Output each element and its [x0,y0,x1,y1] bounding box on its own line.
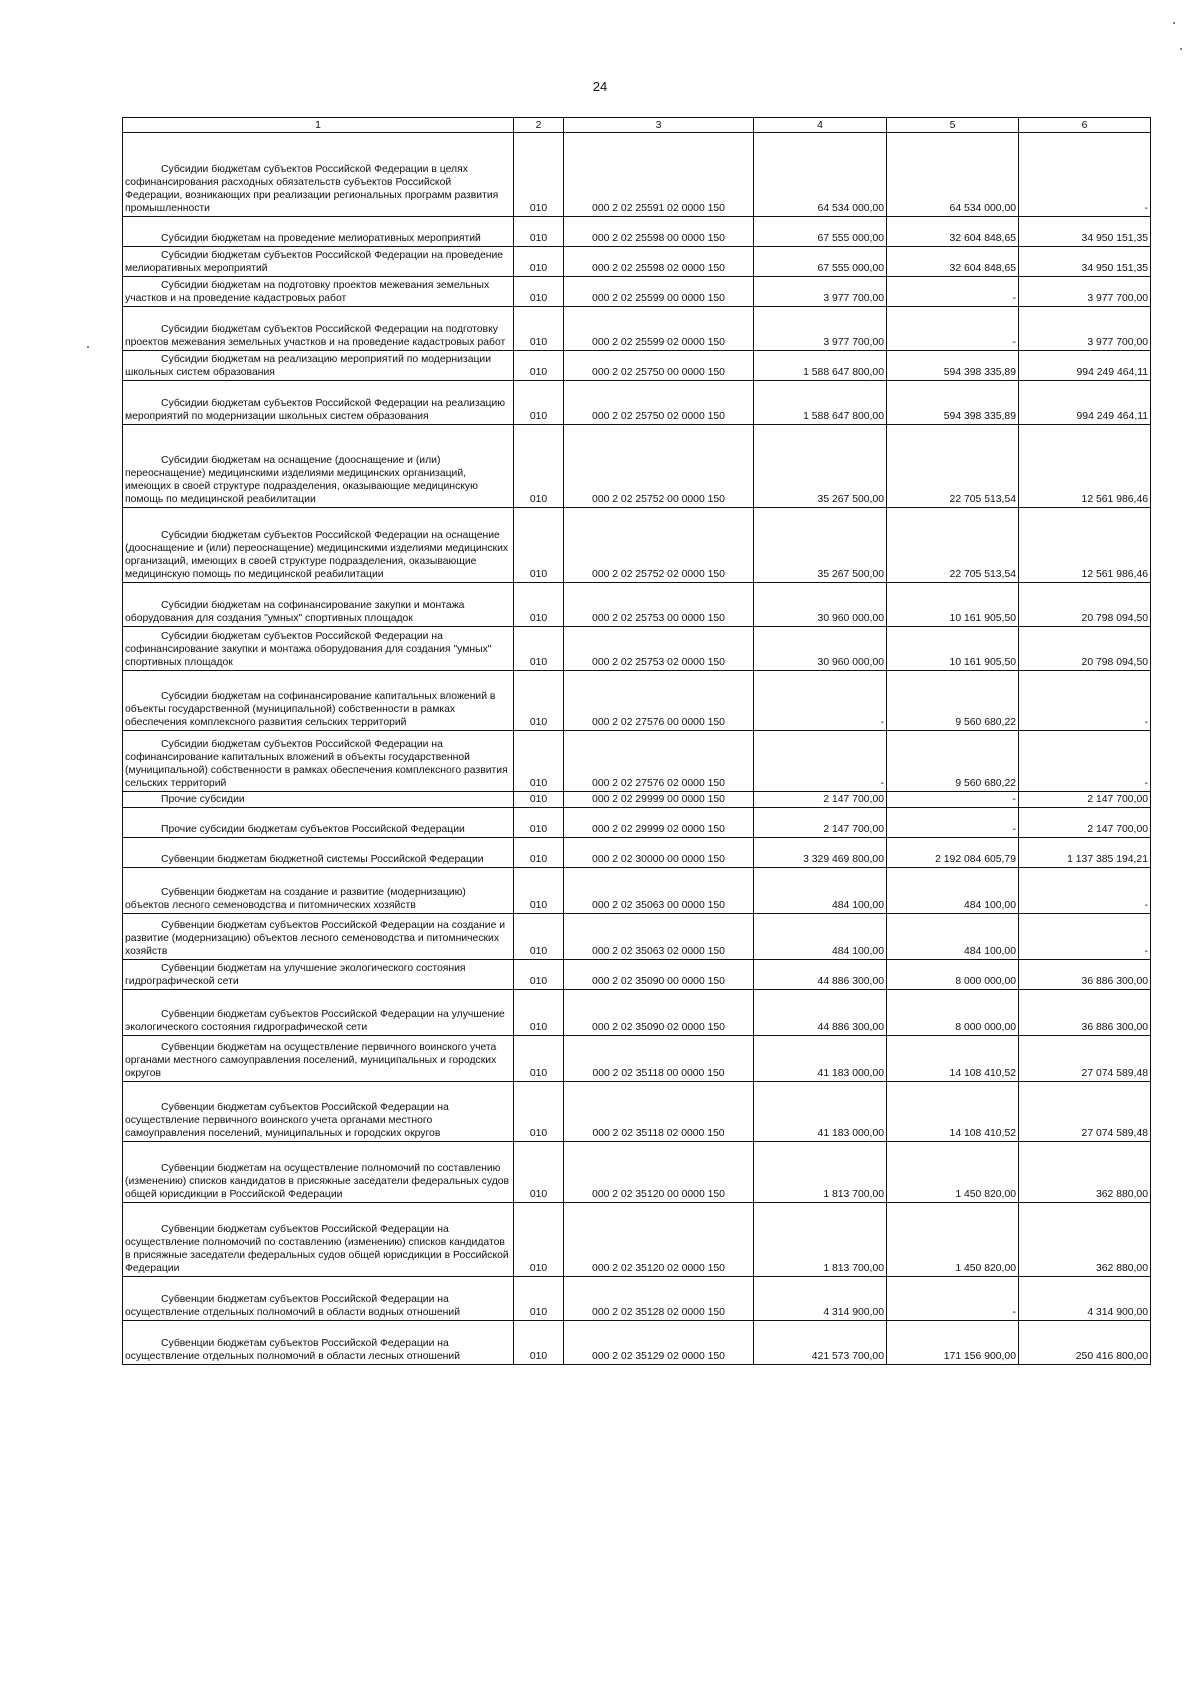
row-code: 010 [514,627,564,671]
row-name-text: Субсидии бюджетам на подготовку проектов межевания земельных участков и на проведение кадастровых работ [125,280,490,304]
row-code: 010 [514,1082,564,1142]
row-remaining-amount: 12 561 986,46 [1019,508,1151,583]
row-kbk: 000 2 02 35120 00 0000 150 [564,1142,754,1203]
row-kbk: 000 2 02 35118 02 0000 150 [564,1082,754,1142]
row-kbk: 000 2 02 25598 00 0000 150 [564,217,754,247]
row-remaining-amount: 27 074 589,48 [1019,1082,1151,1142]
row-remaining-amount: 4 314 900,00 [1019,1277,1151,1321]
row-remaining-amount: - [1019,731,1151,792]
row-executed-amount: 594 398 335,89 [887,351,1019,381]
column-header-2: 2 [514,118,564,133]
row-name [123,583,514,627]
row-executed-amount: 8 000 000,00 [887,960,1019,990]
row-name-text: Прочие субсидии [161,794,245,805]
row-code: 010 [514,425,564,508]
row-code: 010 [514,1142,564,1203]
row-name [123,425,514,508]
row-executed-amount: - [887,808,1019,838]
row-kbk: 000 2 02 27576 02 0000 150 [564,731,754,792]
row-code: 010 [514,868,564,914]
row-plan-amount: 44 886 300,00 [754,960,887,990]
row-code: 010 [514,381,564,425]
row-name-text: Субсидии бюджетам на реализацию мероприятий по модернизации школьных систем образования [125,354,492,378]
row-executed-amount: 1 450 820,00 [887,1203,1019,1277]
row-executed-amount: - [887,307,1019,351]
row-kbk: 000 2 02 35090 00 0000 150 [564,960,754,990]
row-name [123,1142,514,1203]
row-code: 010 [514,508,564,583]
row-plan-amount: - [754,671,887,731]
row-name-text: Субвенции бюджетам на осуществление первичного воинского учета органами местного самоуправления поселений, муниципальных и городских округов [125,1042,497,1079]
row-name-text: Субсидии бюджетам субъектов Российской Федерации в целях софинансирования расходных обязательств субъектов Российской Федерации, возникающих при реализации региональных программ развития промышленности [125,164,499,214]
column-header-3: 3 [564,118,754,133]
table-row [123,1036,1151,1082]
row-kbk: 000 2 02 29999 00 0000 150 [564,792,754,808]
row-plan-amount: 3 977 700,00 [754,307,887,351]
row-remaining-amount: 250 416 800,00 [1019,1321,1151,1365]
row-executed-amount: 484 100,00 [887,914,1019,960]
row-plan-amount: 44 886 300,00 [754,990,887,1036]
row-executed-amount: - [887,277,1019,307]
row-name [123,351,514,381]
row-executed-amount: 14 108 410,52 [887,1082,1019,1142]
row-executed-amount: 2 192 084 605,79 [887,838,1019,868]
row-remaining-amount: 3 977 700,00 [1019,277,1151,307]
row-code: 010 [514,990,564,1036]
table-row [123,731,1151,792]
row-executed-amount: 171 156 900,00 [887,1321,1019,1365]
row-kbk: 000 2 02 35129 02 0000 150 [564,1321,754,1365]
row-remaining-amount: 2 147 700,00 [1019,792,1151,808]
row-name [123,1321,514,1365]
page-number: 24 [592,79,608,94]
row-code: 010 [514,1277,564,1321]
row-plan-amount: 30 960 000,00 [754,583,887,627]
row-plan-amount: 64 534 000,00 [754,133,887,217]
row-code: 010 [514,277,564,307]
row-code: 010 [514,217,564,247]
row-kbk: 000 2 02 25753 02 0000 150 [564,627,754,671]
row-name [123,731,514,792]
row-kbk: 000 2 02 25750 00 0000 150 [564,351,754,381]
row-plan-amount: 1 813 700,00 [754,1203,887,1277]
row-kbk: 000 2 02 25599 00 0000 150 [564,277,754,307]
row-executed-amount: 10 161 905,50 [887,627,1019,671]
column-header-4: 4 [754,118,887,133]
row-name [123,960,514,990]
row-plan-amount: 2 147 700,00 [754,792,887,808]
row-remaining-amount: 12 561 986,46 [1019,425,1151,508]
row-plan-amount: 35 267 500,00 [754,425,887,508]
row-executed-amount: 484 100,00 [887,868,1019,914]
row-code: 010 [514,133,564,217]
row-name [123,508,514,583]
row-name-text: Субвенции бюджетам субъектов Российской Федерации на осуществление полномочий по составлению (изменению) списков кандидатов в присяжные заседатели федеральных судов общей юрисдикции в Российской Федерации [125,1224,509,1274]
row-name [123,381,514,425]
table-row [123,914,1151,960]
row-executed-amount: - [887,792,1019,808]
row-executed-amount: - [887,1277,1019,1321]
row-kbk: 000 2 02 25599 02 0000 150 [564,307,754,351]
row-name [123,277,514,307]
table-row [123,1082,1151,1142]
row-name-text: Субсидии бюджетам субъектов Российской Федерации на софинансирование капитальных вложений в объекты государственной (муниципальной) собственности в рамках обеспечения комплексного развития сельских территорий [125,739,508,789]
row-remaining-amount: 20 798 094,50 [1019,627,1151,671]
row-remaining-amount: - [1019,671,1151,731]
table-row [123,868,1151,914]
column-header-5: 5 [887,118,1019,133]
row-kbk: 000 2 02 25753 00 0000 150 [564,583,754,627]
table-row [123,425,1151,508]
row-plan-amount: 3 329 469 800,00 [754,838,887,868]
row-executed-amount: 10 161 905,50 [887,583,1019,627]
row-name-text: Прочие субсидии бюджетам субъектов Российской Федерации [161,824,465,835]
row-plan-amount: 30 960 000,00 [754,627,887,671]
table-row [123,307,1151,351]
row-remaining-amount: 36 886 300,00 [1019,960,1151,990]
table-row [123,277,1151,307]
table-row [123,351,1151,381]
row-name [123,1082,514,1142]
row-name [123,627,514,671]
row-name-text: Субвенции бюджетам субъектов Российской Федерации на осуществление первичного воинского учета органами местного самоуправления поселений, муниципальных и городских округов [125,1102,449,1139]
row-plan-amount: 67 555 000,00 [754,247,887,277]
row-executed-amount: 32 604 848,65 [887,217,1019,247]
row-kbk: 000 2 02 25752 02 0000 150 [564,508,754,583]
row-name-text: Субвенции бюджетам субъектов Российской Федерации на создание и развитие (модернизацию) объектов лесного семеноводства и питомнических хозяйств [125,920,506,957]
row-name [123,671,514,731]
row-executed-amount: 594 398 335,89 [887,381,1019,425]
row-code: 010 [514,583,564,627]
row-name-text: Субсидии бюджетам субъектов Российской Федерации на подготовку проектов межевания земельных участков и на проведение кадастровых работ [125,324,506,348]
row-remaining-amount: 994 249 464,11 [1019,351,1151,381]
row-plan-amount: 421 573 700,00 [754,1321,887,1365]
row-name-text: Субсидии бюджетам на софинансирование капитальных вложений в объекты государственной (муниципальной) собственности в рамках обеспечения комплексного развития сельских территорий [125,691,496,728]
row-plan-amount: 1 813 700,00 [754,1142,887,1203]
table-row [123,838,1151,868]
row-plan-amount: 3 977 700,00 [754,277,887,307]
table-row [123,627,1151,671]
row-code: 010 [514,792,564,808]
row-name-text: Субвенции бюджетам субъектов Российской Федерации на осуществление отдельных полномочий в области лесных отношений [125,1338,461,1362]
table-row [123,960,1151,990]
row-code: 010 [514,1203,564,1277]
table-row [123,1142,1151,1203]
budget-table [122,117,1151,1365]
row-remaining-amount: 3 977 700,00 [1019,307,1151,351]
row-remaining-amount: 2 147 700,00 [1019,808,1151,838]
row-name [123,808,514,838]
column-header-6: 6 [1019,118,1151,133]
row-code: 010 [514,247,564,277]
row-kbk: 000 2 02 35120 02 0000 150 [564,1203,754,1277]
row-plan-amount: 4 314 900,00 [754,1277,887,1321]
table-row [123,792,1151,808]
row-name [123,990,514,1036]
row-name-text: Субсидии бюджетам субъектов Российской Федерации на реализацию мероприятий по модернизации школьных систем образования [125,398,506,422]
scan-speck [87,346,89,348]
row-remaining-amount: 27 074 589,48 [1019,1036,1151,1082]
row-plan-amount: 41 183 000,00 [754,1036,887,1082]
row-executed-amount: 64 534 000,00 [887,133,1019,217]
table-row [123,1277,1151,1321]
row-name-text: Субвенции бюджетам на создание и развитие (модернизацию) объектов лесного семеноводства и питомнических хозяйств [125,887,466,911]
row-executed-amount: 8 000 000,00 [887,990,1019,1036]
row-executed-amount: 14 108 410,52 [887,1036,1019,1082]
row-remaining-amount: - [1019,133,1151,217]
row-kbk: 000 2 02 35118 00 0000 150 [564,1036,754,1082]
row-remaining-amount: - [1019,868,1151,914]
row-kbk: 000 2 02 35063 00 0000 150 [564,868,754,914]
row-plan-amount: - [754,731,887,792]
row-name [123,838,514,868]
row-name [123,914,514,960]
row-kbk: 000 2 02 25750 02 0000 150 [564,381,754,425]
row-code: 010 [514,1036,564,1082]
table-row [123,217,1151,247]
row-kbk: 000 2 02 27576 00 0000 150 [564,671,754,731]
row-kbk: 000 2 02 29999 02 0000 150 [564,808,754,838]
scan-speck [1173,22,1175,24]
row-code: 010 [514,960,564,990]
row-plan-amount: 2 147 700,00 [754,808,887,838]
row-name [123,1277,514,1321]
row-kbk: 000 2 02 35128 02 0000 150 [564,1277,754,1321]
row-name-text: Субсидии бюджетам субъектов Российской Федерации на оснащение (дооснащение и (или) переоснащение) медицинскими изделиями медицинских организаций, имеющих в своей структуре подразделения, оказывающие медицинскую помощь по медицинской реабилитации [125,530,509,580]
row-name [123,792,514,808]
row-kbk: 000 2 02 25591 02 0000 150 [564,133,754,217]
row-code: 010 [514,914,564,960]
table-row [123,1203,1151,1277]
row-name-text: Субсидии бюджетам субъектов Российской Федерации на проведение мелиоративных мероприятий [125,250,504,274]
row-name [123,133,514,217]
table-row [123,508,1151,583]
row-code: 010 [514,1321,564,1365]
table-row [123,381,1151,425]
row-remaining-amount: 362 880,00 [1019,1203,1151,1277]
table-row [123,808,1151,838]
row-kbk: 000 2 02 30000 00 0000 150 [564,838,754,868]
row-executed-amount: 1 450 820,00 [887,1142,1019,1203]
row-name-text: Субсидии бюджетам на софинансирование закупки и монтажа оборудования для создания "умных" спортивных площадок [125,600,465,624]
table-row [123,133,1151,217]
row-plan-amount: 67 555 000,00 [754,217,887,247]
row-remaining-amount: 994 249 464,11 [1019,381,1151,425]
row-name-text: Субвенции бюджетам субъектов Российской Федерации на осуществление отдельных полномочий в области водных отношений [125,1294,460,1318]
row-name-text: Субвенции бюджетам субъектов Российской Федерации на улучшение экологического состояния гидрографической сети [125,1009,505,1033]
table-row [123,671,1151,731]
scan-speck [1180,48,1182,50]
row-code: 010 [514,671,564,731]
table-row [123,990,1151,1036]
row-name-text: Субсидии бюджетам на оснащение (дооснащение и (или) переоснащение) медицинскими изделиями медицинских организаций, имеющих в своей структуре подразделения, оказывающие медицинскую помощь по медицинской реабилитации [125,455,478,505]
row-remaining-amount: 20 798 094,50 [1019,583,1151,627]
table-row [123,1321,1151,1365]
row-plan-amount: 41 183 000,00 [754,1082,887,1142]
row-code: 010 [514,351,564,381]
row-name [123,217,514,247]
row-name-text: Субвенции бюджетам на осуществление полномочий по составлению (изменению) списков кандидатов в присяжные заседатели федеральных судов общей юрисдикции в Российской Федерации [125,1163,510,1200]
row-remaining-amount: 1 137 385 194,21 [1019,838,1151,868]
row-executed-amount: 9 560 680,22 [887,671,1019,731]
row-name-text: Субсидии бюджетам на проведение мелиоративных мероприятий [161,233,481,244]
row-executed-amount: 22 705 513,54 [887,508,1019,583]
row-code: 010 [514,731,564,792]
row-executed-amount: 22 705 513,54 [887,425,1019,508]
row-name [123,1036,514,1082]
row-plan-amount: 484 100,00 [754,914,887,960]
column-header-1: 1 [123,118,514,133]
row-name [123,1203,514,1277]
row-name [123,307,514,351]
row-kbk: 000 2 02 35063 02 0000 150 [564,914,754,960]
row-remaining-amount: 34 950 151,35 [1019,217,1151,247]
row-name [123,247,514,277]
row-code: 010 [514,307,564,351]
row-plan-amount: 484 100,00 [754,868,887,914]
row-name-text: Субвенции бюджетам на улучшение экологического состояния гидрографической сети [125,963,466,987]
row-code: 010 [514,838,564,868]
row-plan-amount: 1 588 647 800,00 [754,381,887,425]
row-executed-amount: 9 560 680,22 [887,731,1019,792]
row-code: 010 [514,808,564,838]
row-plan-amount: 1 588 647 800,00 [754,351,887,381]
table-row [123,247,1151,277]
column-number-row [123,118,1151,133]
row-remaining-amount: 34 950 151,35 [1019,247,1151,277]
row-remaining-amount: - [1019,914,1151,960]
row-name-text: Субвенции бюджетам бюджетной системы Российской Федерации [161,854,484,865]
row-remaining-amount: 36 886 300,00 [1019,990,1151,1036]
row-name [123,868,514,914]
row-kbk: 000 2 02 25752 00 0000 150 [564,425,754,508]
row-plan-amount: 35 267 500,00 [754,508,887,583]
row-kbk: 000 2 02 25598 02 0000 150 [564,247,754,277]
row-kbk: 000 2 02 35090 02 0000 150 [564,990,754,1036]
row-name-text: Субсидии бюджетам субъектов Российской Федерации на софинансирование закупки и монтажа оборудования для создания "умных" спортивных площадок [125,631,492,668]
row-remaining-amount: 362 880,00 [1019,1142,1151,1203]
row-executed-amount: 32 604 848,65 [887,247,1019,277]
table-row [123,583,1151,627]
